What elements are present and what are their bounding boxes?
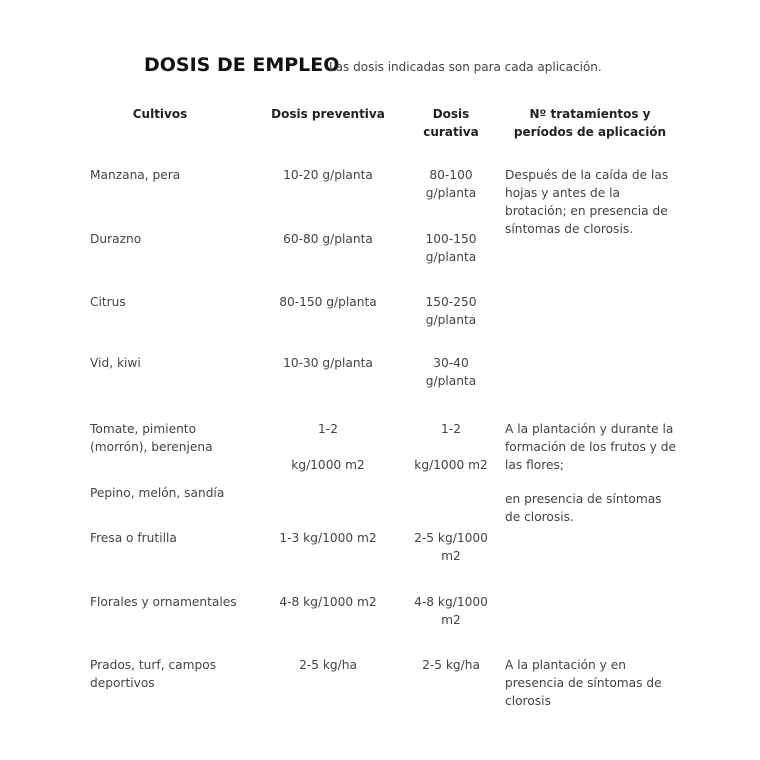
- page-title: DOSIS DE EMPLEO: [144, 54, 340, 76]
- preventive-dose-cell: 10-30 g/planta: [283, 356, 373, 370]
- curative-dose-bottom: kg/1000 m2: [414, 458, 488, 472]
- period-cell: A la plantación y en presencia de síntomas de clorosis: [505, 658, 662, 708]
- curative-dose-top: 1-2: [441, 422, 461, 436]
- crop-cell: Tomate, pimiento (morrón), berenjena: [90, 422, 213, 454]
- curative-dose-cell: 2-5 kg/1000 m2: [414, 531, 488, 563]
- crop-cell: Durazno: [90, 232, 142, 246]
- curative-dose-cell: 100-150 g/planta: [425, 232, 477, 264]
- crop-cell: Fresa o frutilla: [90, 531, 177, 545]
- period-cell: en presencia de síntomas de clorosis.: [505, 492, 662, 524]
- preventive-dose-bottom: kg/1000 m2: [291, 458, 365, 472]
- preventive-dose-cell: 1-3 kg/1000 m2: [279, 531, 377, 545]
- curative-dose-cell: 80-100 g/planta: [425, 168, 477, 200]
- crop-cell: Pepino, melón, sandía: [90, 486, 225, 500]
- preventive-dose-cell: 10-20 g/planta: [283, 168, 373, 182]
- crop-cell: Prados, turf, campos deportivos: [90, 658, 217, 690]
- column-header-periods: Nº tratamientos y períodos de aplicación: [513, 107, 667, 139]
- column-header-crops: Cultivos: [132, 107, 188, 121]
- period-cell: A la plantación y durante la formación de los frutos y de las flores;: [505, 422, 677, 472]
- preventive-dose-cell: 4-8 kg/1000 m2: [279, 595, 377, 609]
- preventive-dose-cell: 80-150 g/planta: [279, 295, 377, 309]
- preventive-dose-top: 1-2: [318, 422, 338, 436]
- crop-cell: Florales y ornamentales: [90, 595, 237, 609]
- crop-cell: Citrus: [90, 295, 126, 309]
- period-cell: Después de la caída de las hojas y antes de la brotación; en presencia de síntomas de clorosis.: [505, 168, 669, 236]
- crop-cell: Manzana, pera: [90, 168, 181, 182]
- column-header-preventive: Dosis preventiva: [271, 107, 385, 121]
- curative-dose-cell: 2-5 kg/ha: [422, 658, 480, 672]
- curative-dose-cell: 4-8 kg/1000 m2: [414, 595, 488, 627]
- preventive-dose-cell: 60-80 g/planta: [283, 232, 373, 246]
- crop-cell: Vid, kiwi: [90, 356, 141, 370]
- column-header-curative: Dosis curativa: [423, 107, 479, 139]
- preventive-dose-cell: 2-5 kg/ha: [299, 658, 357, 672]
- curative-dose-cell: 30-40 g/planta: [425, 356, 477, 388]
- page-subtitle: Las dosis indicadas son para cada aplicación.: [329, 60, 602, 74]
- curative-dose-cell: 150-250 g/planta: [425, 295, 477, 327]
